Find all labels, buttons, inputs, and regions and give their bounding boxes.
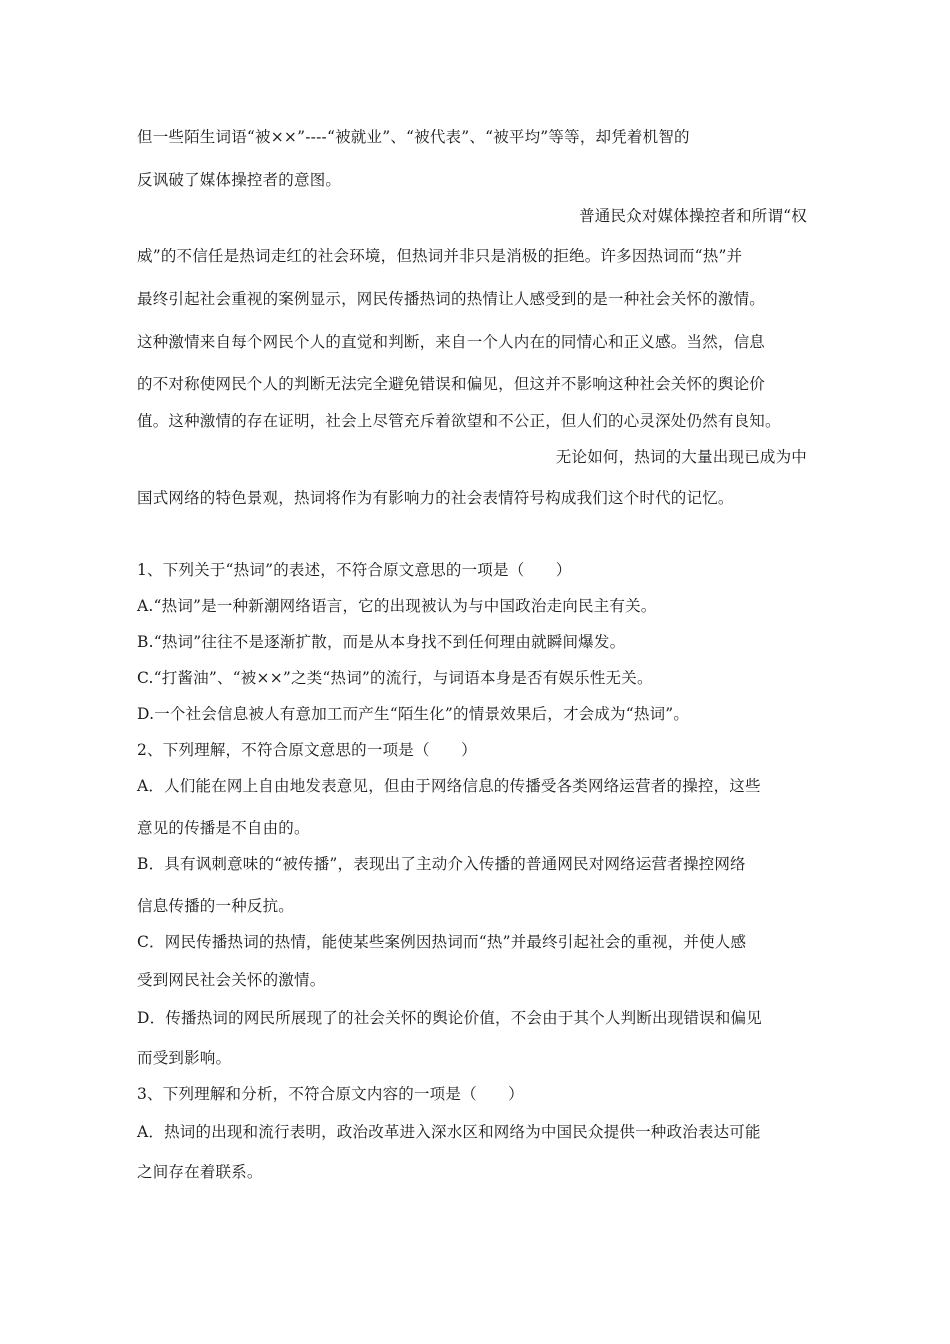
passage-line: 的不对称使网民个人的判断无法完全避免错误和偏见，但这并不影响这种社会关怀的舆论价: [137, 375, 766, 393]
question-2-option-b: B．具有讽刺意味的“被传播”，表现出了主动介入传播的普通网民对网络运营者操控网络: [137, 855, 746, 873]
passage-line: 值。这种激情的存在证明，社会上尽管充斥着欲望和不公正，但人们的心灵深处仍然有良知。: [137, 412, 781, 430]
question-1-option-d: D.一个社会信息被人有意加工而产生“陌生化”的情景效果后，才会成为“热词”。: [137, 705, 690, 723]
question-2-option-a: A．人们能在网上自由地发表意见，但由于网络信息的传播受各类网络运营者的操控，这些: [137, 777, 761, 795]
question-3-option-a: A．热词的出现和流行表明，政治改革进入深水区和网络为中国民众提供一种政治表达可能: [137, 1123, 761, 1141]
passage-line: 最终引起社会重视的案例显示，网民传播热词的热情让人感受到的是一种社会关怀的激情。: [137, 290, 766, 308]
passage-line: 反讽破了媒体操控者的意图。: [137, 171, 342, 189]
question-1-option-a: A.“热词”是一种新潮网络语言，它的出现被认为与中国政治走向民主有关。: [137, 597, 657, 615]
question-3-stem: 3、下列理解和分析，不符合原文内容的一项是（ ）: [137, 1085, 524, 1103]
passage-line: 这种激情来自每个网民个人的直觉和判断，来自一个人内在的同情心和正义感。当然，信息: [137, 333, 766, 351]
passage-line: 国式网络的特色景观，热词将作为有影响力的社会表情符号构成我们这个时代的记忆。: [137, 489, 734, 507]
passage-line: 普通民众对媒体操控者和所谓“权: [579, 207, 807, 225]
passage-line: 威”的不信任是热词走红的社会环境，但热词并非只是消极的拒绝。许多因热词而“热”并: [137, 247, 743, 265]
question-1-option-c: C.“打酱油”、“被××”之类“热词”的流行，与词语本身是否有娱乐性无关。: [137, 669, 653, 687]
question-3-option-a-cont: 之间存在着联系。: [137, 1163, 263, 1181]
question-2-option-d: D．传播热词的网民所展现了的社会关怀的舆论价值，不会由于其个人判断出现错误和偏见: [137, 1009, 762, 1027]
question-2-option-a-cont: 意见的传播是不自由的。: [137, 819, 310, 837]
question-2-stem: 2、下列理解，不符合原文意思的一项是（ ）: [137, 741, 477, 759]
question-2-option-d-cont: 而受到影响。: [137, 1049, 232, 1067]
question-2-option-b-cont: 信息传播的一种反抗。: [137, 897, 295, 915]
question-2-option-c-cont: 受到网民社会关怀的激情。: [137, 971, 326, 989]
question-1-stem: 1、下列关于“热词”的表述，不符合原文意思的一项是（ ）: [137, 561, 572, 579]
passage-line: 无论如何，热词的大量出现已成为中: [555, 448, 807, 466]
question-1-option-b: B.“热词”往往不是逐渐扩散，而是从本身找不到任何理由就瞬间爆发。: [137, 633, 626, 651]
passage-line: 但一些陌生词语“被××”----“被就业”、“被代表”、“被平均”等等，却凭着机智的: [137, 128, 690, 146]
question-2-option-c: C．网民传播热词的热情，能使某些案例因热词而“热”并最终引起社会的重视，并使人感: [137, 933, 747, 951]
